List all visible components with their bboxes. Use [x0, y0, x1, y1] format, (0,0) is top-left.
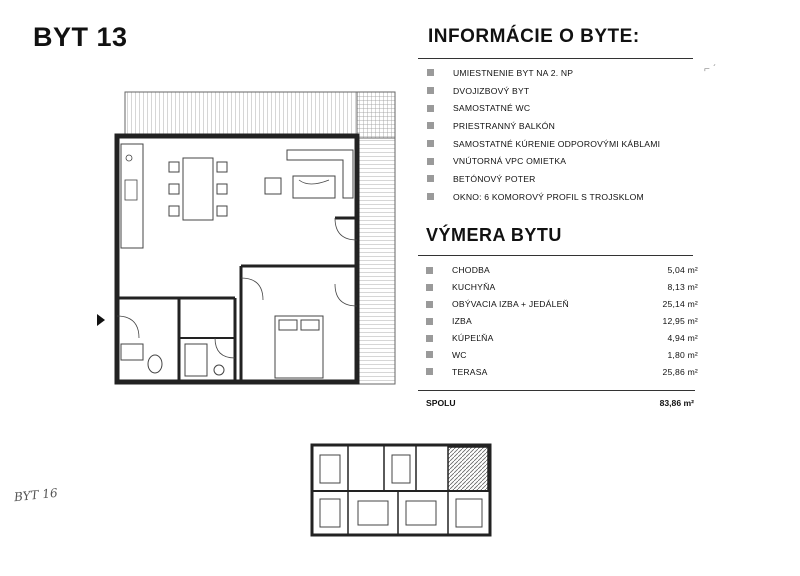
area-heading: VÝMERA BYTU [426, 225, 562, 245]
bullet-icon [427, 193, 434, 200]
table-row: TERASA 25,86 m² [426, 363, 698, 380]
total-label: SPOLU [426, 398, 456, 408]
floor-plan-drawing [95, 88, 405, 388]
apartment-title: BYT 13 [33, 22, 128, 52]
bullet-icon [426, 267, 433, 274]
list-item: SAMOSTATNÉ WC [427, 99, 697, 117]
table-row: OBÝVACIA IZBA + JEDÁLEŇ 25,14 m² [426, 296, 698, 313]
bullet-icon [427, 69, 434, 76]
total-divider [418, 390, 695, 391]
bullet-icon [427, 140, 434, 147]
list-item: PRIESTRANNÝ BALKÓN [427, 117, 697, 135]
table-row: KÚPEĽŇA 4,94 m² [426, 330, 698, 347]
list-item: UMIESTNENIE BYT NA 2. NP [427, 64, 697, 82]
area-divider [418, 255, 693, 256]
list-item: OKNO: 6 KOMOROVÝ PROFIL S TROJSKLOM [427, 188, 697, 206]
list-item: DVOJIZBOVÝ BYT [427, 82, 697, 100]
bullet-icon [427, 175, 434, 182]
bullet-icon [426, 284, 433, 291]
list-item: BETÓNOVÝ POTER [427, 170, 697, 188]
total-value: 83,86 m² [659, 398, 694, 408]
table-row: WC 1,80 m² [426, 346, 698, 363]
table-row: CHODBA 5,04 m² [426, 262, 698, 279]
total-row [426, 398, 694, 408]
bullet-icon [427, 87, 434, 94]
bullet-icon [426, 368, 433, 375]
info-list [427, 64, 697, 206]
bullet-icon [427, 105, 434, 112]
bullet-icon [426, 301, 433, 308]
floor-plan [95, 88, 405, 393]
list-item: VNÚTORNÁ VPC OMIETKA [427, 152, 697, 170]
entrance-arrow-icon [97, 314, 105, 326]
table-row: IZBA 12,95 m² [426, 313, 698, 330]
info-divider [418, 58, 693, 59]
building-site-plan [298, 441, 498, 546]
bullet-icon [426, 351, 433, 358]
site-plan-drawing [298, 441, 498, 541]
area-table [426, 262, 698, 380]
bullet-icon [427, 122, 434, 129]
table-row: KUCHYŇA 8,13 m² [426, 279, 698, 296]
bullet-icon [427, 158, 434, 165]
handwritten-annotation: BYT 16 [13, 485, 59, 505]
bullet-icon [426, 335, 433, 342]
pen-mark: ⌐ ˊ [704, 64, 716, 75]
info-heading: INFORMÁCIE O BYTE: [428, 26, 640, 47]
bullet-icon [426, 318, 433, 325]
list-item: SAMOSTATNÉ KÚRENIE ODPOROVÝMI KÁBLAMI [427, 135, 697, 153]
